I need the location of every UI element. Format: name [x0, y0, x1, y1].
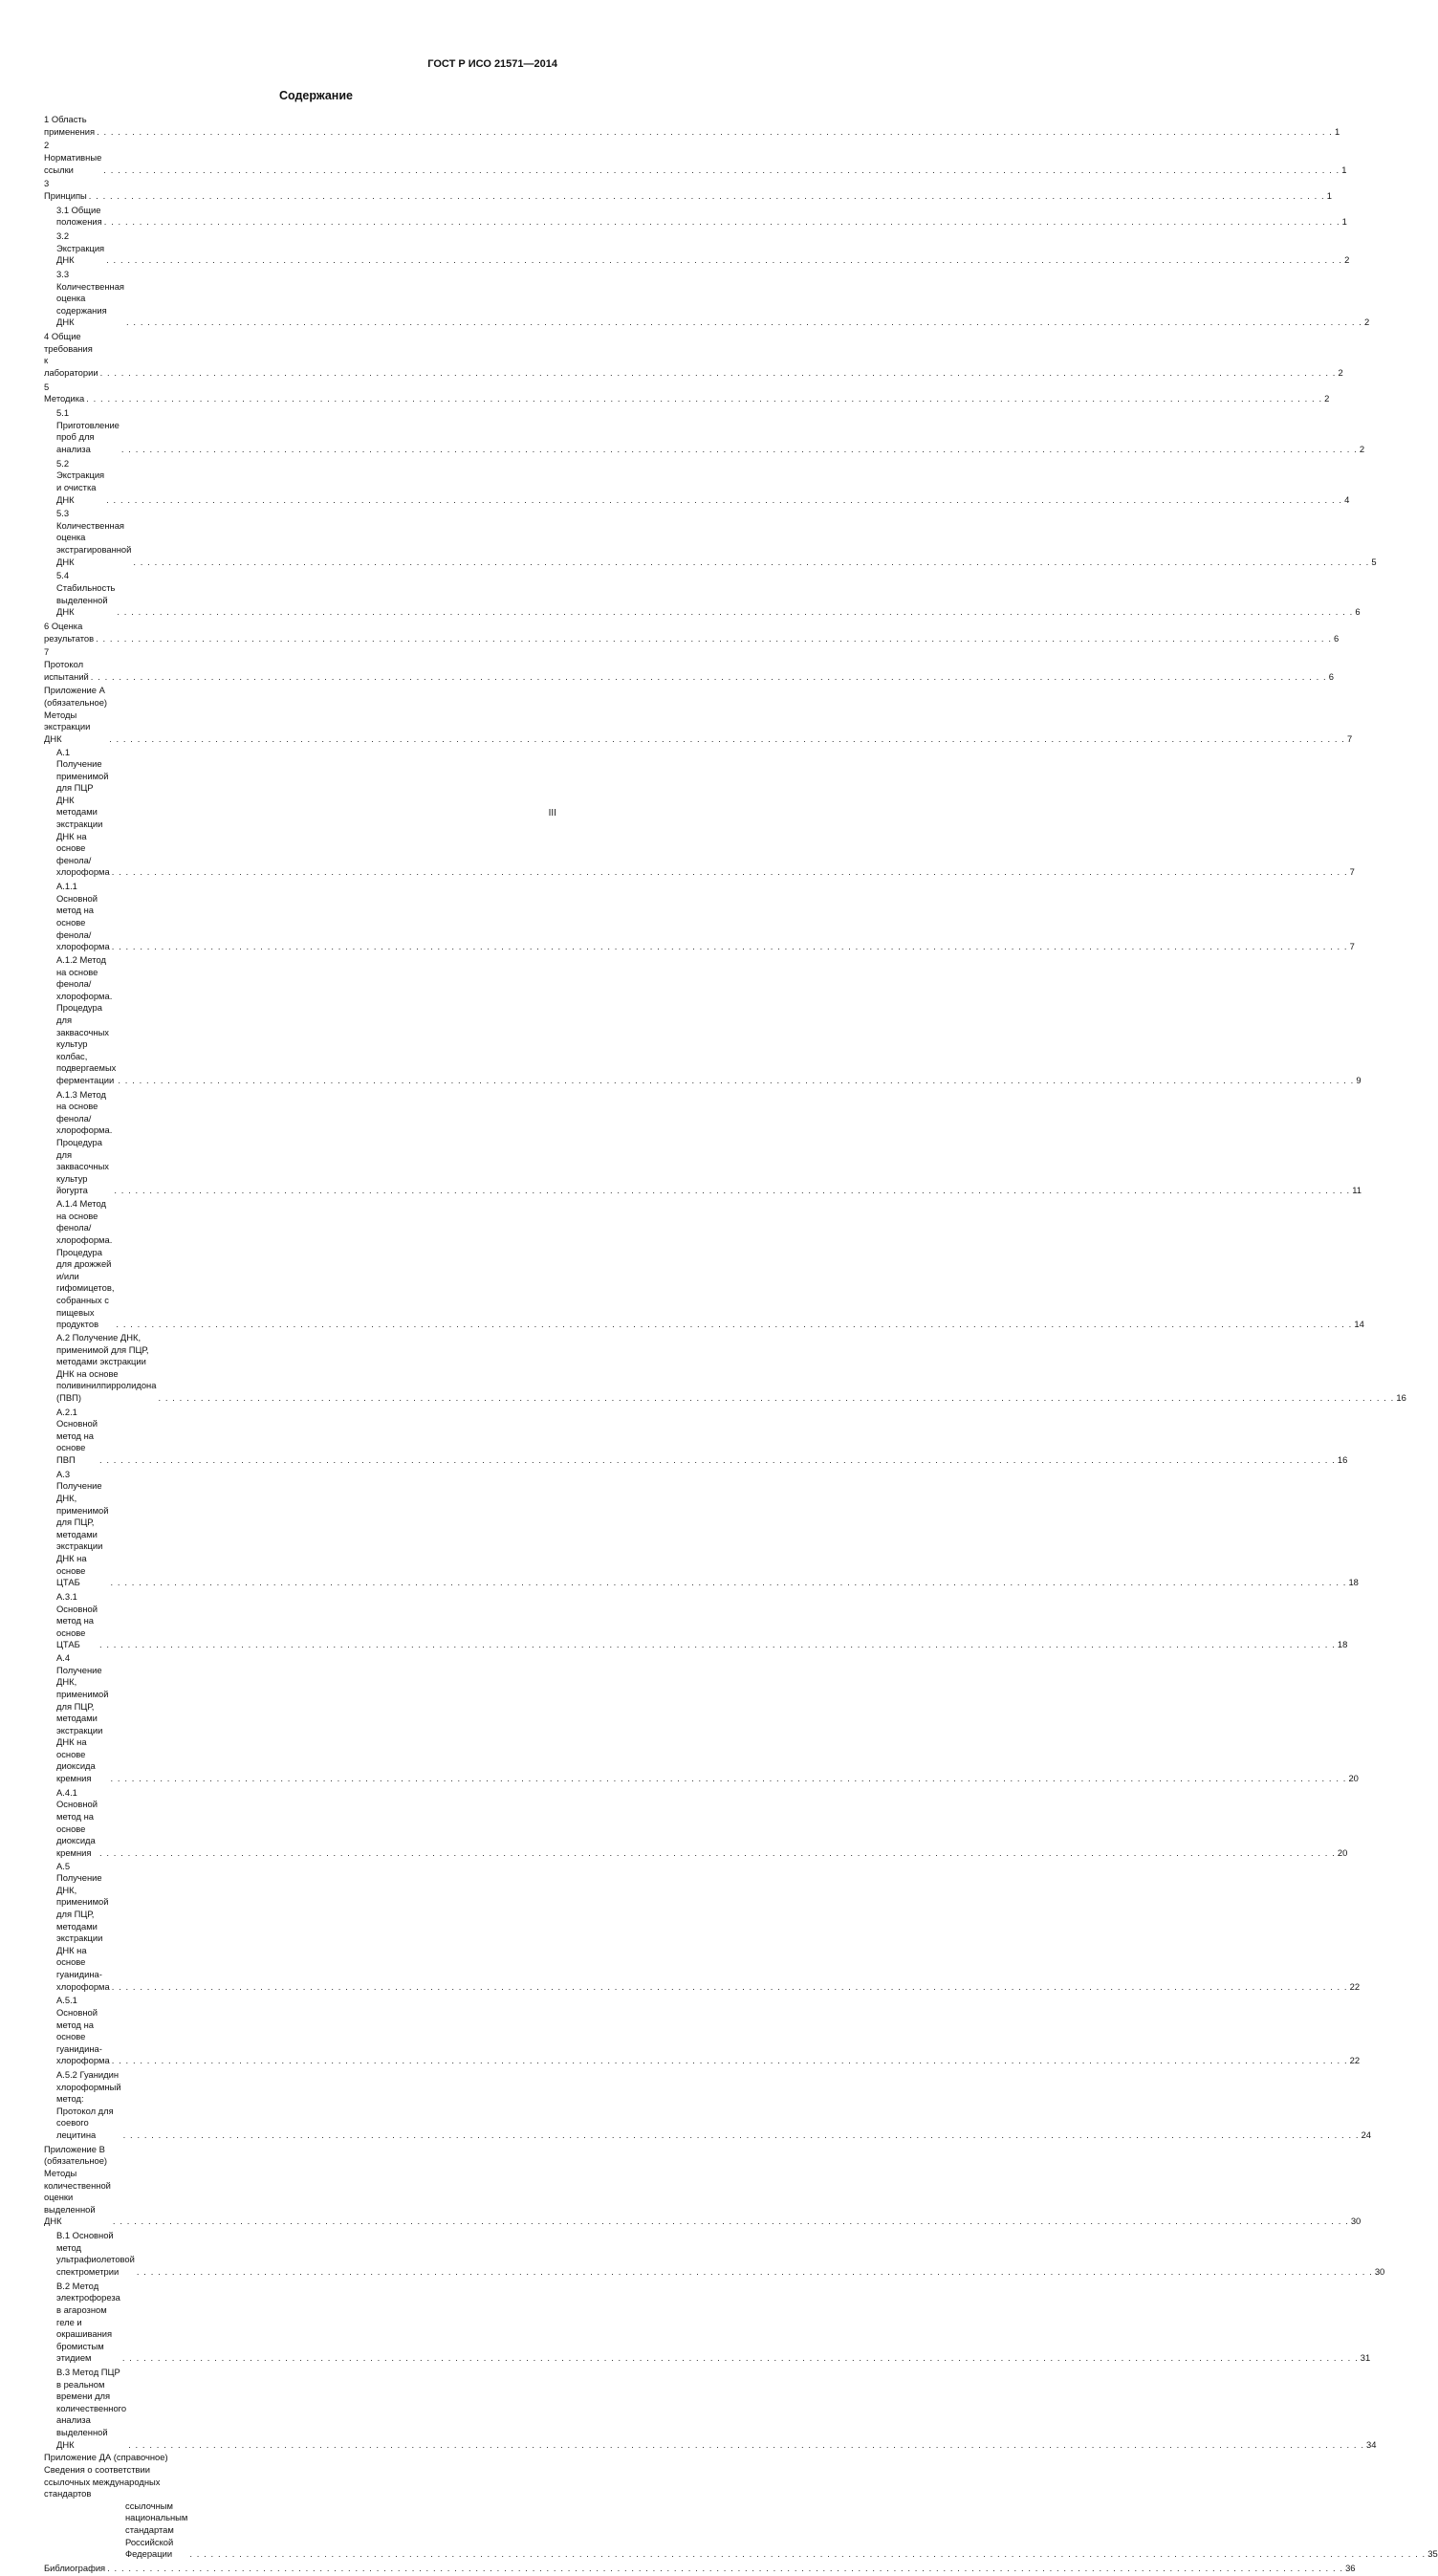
toc-entry[interactable]	[44, 1406, 1348, 1468]
toc-entry-line: А.4 Получение ДНК, применимой для ПЦР, методами экстракции ДНК на основе диоксида	[56, 1652, 109, 1772]
dot-leader	[89, 190, 1325, 203]
dot-leader	[116, 1319, 1352, 1331]
toc-entry-text	[44, 2452, 187, 2560]
dot-leader	[118, 1075, 1354, 1087]
toc-entry[interactable]	[44, 1860, 1361, 1995]
toc-entry[interactable]	[44, 113, 1340, 139]
toc-entry[interactable]	[44, 2452, 1438, 2562]
dot-leader	[112, 1981, 1348, 1994]
toc-entry[interactable]	[44, 381, 1330, 406]
toc-entry-page: 36	[1345, 2562, 1356, 2573]
toc-entry-text: А.4.1 Основной метод на основе диоксида кремния	[56, 1786, 98, 1858]
toc-entry-page: 9	[1356, 1074, 1362, 1085]
toc-entry-line: ссылочным национальным стандартам Российской Федерации	[125, 2500, 188, 2560]
toc-entry-page: 2	[1324, 393, 1330, 404]
toc-entry-page: 2	[1359, 443, 1365, 454]
dot-leader	[126, 317, 1362, 329]
toc-entry-page: 2	[1338, 367, 1343, 378]
toc-entry-line: подвергаемых ферментации	[56, 1062, 117, 1085]
toc-entry-page: 16	[1337, 1454, 1348, 1466]
dot-leader	[107, 2563, 1343, 2575]
toc-entry-page: 14	[1354, 1319, 1364, 1330]
toc-entry-text: 7 Протокол испытаний	[44, 646, 89, 682]
dot-leader	[91, 671, 1327, 684]
dot-leader	[111, 1577, 1347, 1589]
toc-entry-line: хлороформа	[56, 866, 110, 878]
dot-leader	[100, 367, 1337, 380]
toc-entry-text: Библиография	[44, 2562, 106, 2573]
toc-entry-text: 3.3 Количественная оценка содержания ДНК	[56, 269, 124, 328]
toc-entry-page: 20	[1337, 1846, 1348, 1858]
toc-entry-page: 7	[1347, 732, 1353, 744]
dot-leader	[112, 2055, 1348, 2067]
toc-entry-text: А.5.2 Гуанидин хлороформный метод: Протокол для соевого лецитина	[56, 2069, 121, 2141]
toc-entry-text: 3.1 Общие положения	[56, 204, 102, 228]
dot-leader	[128, 2439, 1364, 2452]
dot-leader	[123, 2129, 1360, 2142]
toc-entry[interactable]	[44, 1088, 1362, 1199]
dot-leader	[86, 393, 1322, 405]
toc-entry-line: А.1 Получение применимой для ПЦР ДНК методами экстракции ДНК на основе фенола/	[56, 746, 109, 865]
toc-entry-page: 6	[1334, 632, 1340, 644]
toc-entry-text: 5.3 Количественная оценка экстрагированной ДНК	[56, 508, 132, 567]
document-id: ГОСТ Р ИСО 21571—2014	[427, 58, 557, 70]
dot-leader	[103, 164, 1340, 177]
toc-entry-text: 5.2 Экстракция и очистка ДНК	[56, 457, 105, 505]
toc-entry-page: 5	[1371, 556, 1377, 567]
toc-entry[interactable]	[44, 1994, 1361, 2068]
dot-leader	[109, 733, 1345, 746]
toc-entry-page: 20	[1348, 1773, 1359, 1784]
toc-entry[interactable]	[44, 1652, 1359, 1786]
toc-entry-text: А.1.1 Основной метод на основе фенола/хлороформа	[56, 881, 110, 952]
toc-entry-line: поливинилпирролидона (ПВП)	[56, 1380, 157, 1403]
dot-leader	[99, 1639, 1336, 1651]
toc-entry-page: 1	[1341, 216, 1347, 228]
dot-leader	[111, 1773, 1347, 1785]
toc-entry[interactable]	[44, 2280, 1371, 2366]
dot-leader	[112, 941, 1348, 953]
dot-leader	[112, 866, 1348, 879]
toc-entry[interactable]	[44, 2068, 1372, 2143]
dot-leader	[133, 557, 1369, 569]
toc-entry-text: В.2 Метод электрофореза в агарозном геле и окрашивания бромистым этидием	[56, 2280, 120, 2364]
toc-entry-text: Приложение В (обязательное) Методы количественной оценки выделенной ДНК	[44, 2143, 111, 2227]
toc-entry-text	[56, 747, 110, 880]
toc-entry[interactable]	[44, 1331, 1406, 1406]
toc-entry-text: 3 Принципы	[44, 178, 87, 201]
toc-entry-line: А.1.2 Метод на основе фенола/хлороформа. Процедура для заквасочных культур колбас,	[56, 953, 113, 1061]
toc-entry-page: 24	[1361, 2129, 1372, 2141]
dot-leader	[114, 1185, 1350, 1197]
dot-leader	[158, 1392, 1394, 1405]
toc-entry-text: 5 Методика	[44, 381, 85, 404]
toc-entry-page: 7	[1349, 866, 1355, 878]
toc-entry[interactable]	[44, 268, 1370, 330]
toc-entry-text: А.3 Получение ДНК, применимой для ПЦР, методами экстракции ДНК на основе ЦТАБ	[56, 1468, 109, 1588]
toc-entry-page: 30	[1350, 2216, 1362, 2227]
toc-entry[interactable]	[44, 684, 1353, 746]
dot-leader	[122, 2352, 1359, 2365]
toc-entry[interactable]	[44, 2366, 1377, 2452]
toc-entry-page: 7	[1349, 941, 1355, 952]
toc-entry-line: А.5 Получение ДНК, применимой для ПЦР, методами экстракции ДНК на основе	[56, 1860, 109, 1968]
toc-entry-text	[56, 1332, 156, 1405]
toc-entry-text: В.1 Основной метод ультрафиолетовой спектрометрии	[56, 2230, 135, 2277]
toc-entry-page: 1	[1335, 125, 1340, 137]
toc-entry-text: Приложение А (обязательное) Методы экстракции ДНК	[44, 685, 108, 744]
toc-entry-text	[56, 1652, 109, 1785]
toc-entry[interactable]	[44, 177, 1332, 203]
toc-entry-text: В.3 Метод ПЦР в реальном времени для количественного анализа выделенной ДНК	[56, 2367, 127, 2450]
toc-entry[interactable]	[44, 457, 1350, 508]
toc-entry[interactable]	[44, 620, 1340, 645]
toc-entry-page: 6	[1355, 606, 1361, 618]
toc-entry-text: 6 Оценка результатов	[44, 621, 95, 644]
toc-entry-text: А.2.1 Основной метод на основе ПВП	[56, 1406, 98, 1466]
toc-entry[interactable]	[44, 204, 1347, 229]
toc-entry[interactable]	[44, 2143, 1362, 2229]
toc-entry-text	[56, 1198, 114, 1331]
toc-entry-page: 31	[1360, 2352, 1371, 2364]
dot-leader	[117, 606, 1353, 619]
toc-entry[interactable]	[44, 406, 1365, 457]
toc-entry-text	[56, 1861, 110, 1994]
toc-entry-page: 16	[1396, 1391, 1406, 1403]
toc-entry-page: 22	[1349, 1980, 1361, 1992]
dot-leader	[106, 494, 1342, 507]
toc-entry-text: 5.1 Приготовление проб для анализа	[56, 407, 120, 454]
dot-leader	[137, 2266, 1373, 2279]
toc-entry-line: А.1.4 Метод на основе фенола/хлороформа. Процедура для дрожжей и/или гифомицетов,	[56, 1198, 115, 1294]
toc-entry[interactable]	[44, 330, 1343, 381]
toc-entry-page: 2	[1344, 254, 1350, 266]
toc-entry-page: 18	[1337, 1639, 1348, 1650]
toc-entry-line: Приложение ДА (справочное) Сведения о соответствии ссылочных международных стандартов	[44, 2452, 168, 2500]
toc-entry[interactable]	[44, 880, 1355, 954]
toc-entry[interactable]	[44, 953, 1362, 1088]
page-number: III	[548, 808, 556, 819]
dot-leader	[113, 2216, 1349, 2228]
toc-entry-page: 22	[1349, 2055, 1361, 2066]
toc-entry-page: 34	[1366, 2438, 1377, 2450]
toc-entry-page: 11	[1352, 1185, 1362, 1196]
toc-entry[interactable]	[44, 1590, 1348, 1652]
page-title: Содержание	[278, 89, 353, 102]
toc-entry-line: собранных с пищевых продуктов	[56, 1294, 109, 1330]
toc-entry-line: А.2 Получение ДНК, применимой для ПЦР, методами экстракции ДНК на основе	[56, 1331, 149, 1379]
toc-entry-page: 1	[1341, 164, 1347, 175]
toc-entry[interactable]	[44, 2229, 1385, 2280]
toc-entry-text: А.5.1 Основной метод на основе гуанидина-хлороформа	[56, 1995, 110, 2066]
toc-entry[interactable]	[44, 139, 1347, 177]
toc-entry[interactable]	[44, 1468, 1359, 1590]
toc-entry[interactable]	[44, 229, 1350, 268]
dot-leader	[189, 2548, 1426, 2561]
toc-entry-line: кремния	[56, 1773, 92, 1784]
dot-leader	[104, 216, 1340, 229]
toc-entry-text: 2 Нормативные ссылки	[44, 140, 102, 175]
toc-entry-page: 6	[1328, 670, 1334, 682]
toc-entry-page: 18	[1348, 1577, 1359, 1588]
dot-leader	[121, 444, 1358, 456]
toc-entry-text: 4 Общие требования к лаборатории	[44, 331, 98, 378]
toc-entry-page: 1	[1326, 189, 1332, 201]
dot-leader	[96, 633, 1332, 645]
toc-entry-page: 30	[1374, 2265, 1385, 2277]
dot-leader	[99, 1847, 1336, 1860]
toc-entry-text	[56, 954, 116, 1087]
toc-entry-page: 2	[1363, 317, 1370, 328]
toc-entry-page: 4	[1344, 493, 1350, 505]
toc-entry[interactable]	[44, 507, 1377, 569]
dot-leader	[99, 1454, 1336, 1467]
toc-entry-text: А.1.3 Метод на основе фенола/хлороформа. Процедура для заквасочных культур йогурта	[56, 1088, 113, 1196]
dot-leader	[97, 126, 1333, 139]
toc-entry[interactable]	[44, 2562, 1356, 2576]
toc-entry[interactable]	[44, 569, 1361, 620]
toc-entry[interactable]	[44, 1786, 1348, 1861]
dot-leader	[106, 254, 1342, 267]
toc-entry[interactable]	[44, 1198, 1364, 1332]
toc-entry-text: 3.2 Экстракция ДНК	[56, 230, 105, 266]
toc-entry-page: 35	[1427, 2548, 1438, 2560]
toc-entry[interactable]	[44, 645, 1334, 684]
toc-entry-text: А.3.1 Основной метод на основе ЦТАБ	[56, 1590, 98, 1650]
toc-entry-text: 5.4 Стабильность выделенной ДНК	[56, 570, 116, 618]
toc-entry-text: 1 Область применения	[44, 114, 96, 137]
toc-entry-line: гуанидина-хлороформа	[56, 1968, 110, 1992]
